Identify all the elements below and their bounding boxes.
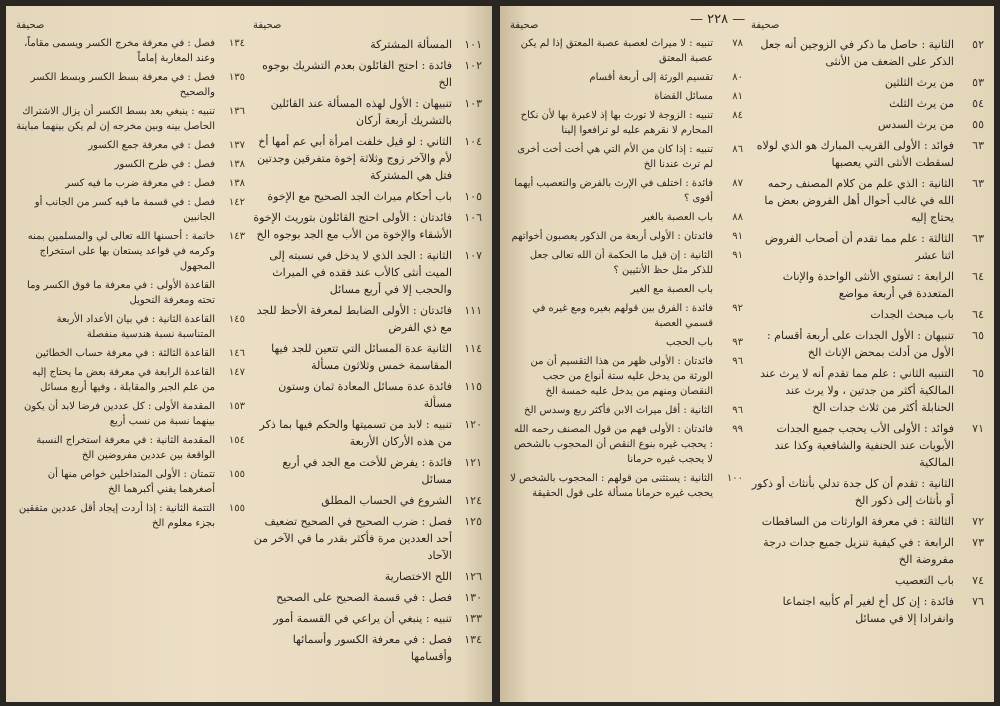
page-ref: ٧١ <box>972 422 984 435</box>
page-ref: ١٣٨ <box>228 178 245 189</box>
page-ref: ١٣٣ <box>464 612 482 625</box>
toc-entry <box>751 95 984 112</box>
entry-title: تتمتان : الأولى المتداخلين خواص منها أن أصغرهما يفني أكبرهما الخ <box>47 469 215 495</box>
toc-entry <box>253 416 482 450</box>
entry-title: الثانية عدة المسائل التي تتعين للجد فيها المقاسمة خمس وثلاثون مسألة <box>271 342 452 372</box>
toc-entry <box>16 36 245 66</box>
toc-entry <box>751 306 984 323</box>
entry-title: القاعدة الأولى : في معرفة ما فوق الكسر وما تحته ومعرفة التحويل <box>27 280 215 306</box>
entry-title: فصل : في معرفة بسط الكسر وبسط الكسر والصحيح <box>30 72 215 98</box>
toc-entry <box>751 268 984 302</box>
page-ref: ٧٦ <box>972 595 984 608</box>
entry-title: باب العصبة بالغير <box>641 212 713 223</box>
toc-entry <box>16 467 245 497</box>
toc-entry <box>510 335 743 350</box>
entry-title: فائدة عدة مسائل المعادة ثمان وستون مسألة <box>278 380 452 410</box>
toc-entry <box>751 327 984 361</box>
entry-title: الشروع في الحساب المطلق <box>321 494 452 507</box>
entry-title: باب أحكام ميراث الجد الصحيح مع الإخوة <box>267 190 452 203</box>
toc-entry <box>751 137 984 171</box>
entry-title: القاعدة الرابعة في معرفة بعض ما يحتاج إليه من علم الجبر والمقابلة ، وفيها أربع مسائل <box>32 367 215 393</box>
page-ref: ٥٤ <box>972 97 984 110</box>
page-ref: ٩١ <box>732 231 743 242</box>
toc-entry <box>253 209 482 243</box>
page-ref: ١٠٣ <box>464 97 482 110</box>
entry-title: تنبيهان : الأول لهذه المسألة عند القائلين بالتشريك أربعة أركان <box>270 97 452 127</box>
entry-title: الثاني : لو قيل خلفت امرأة أبي عم أمها أخ لأم والآخر زوج وثلاثة إخوة متفرقين وجدتين فتل هي المشتركة <box>257 135 452 182</box>
page-ref: ١٤٧ <box>228 367 245 378</box>
entry-title: فصل : في معرفة جمع الكسور <box>88 140 215 151</box>
toc-entry <box>253 36 482 53</box>
page-ref: ١٢٦ <box>464 570 482 583</box>
toc-entry <box>510 403 743 418</box>
entry-title: باب التعصيب <box>895 574 954 587</box>
page-ref: ١٠٧ <box>464 249 482 262</box>
toc-entry <box>510 282 743 297</box>
entry-title: فصل : في معرفة الكسور وأسمائها وأقسامها <box>292 633 452 663</box>
page-ref: ٨٧ <box>732 178 743 189</box>
page-ref: ٩٣ <box>732 337 743 348</box>
page-ref: ١٣٥ <box>228 72 245 83</box>
page-ref <box>215 278 245 280</box>
toc-entry <box>253 513 482 564</box>
toc-entry <box>751 175 984 226</box>
page-ref: ١٣٨ <box>228 159 245 170</box>
page-ref: ٦٤ <box>972 308 984 321</box>
column-header: صحيفة <box>253 20 282 31</box>
page-ref: ٧٣ <box>972 536 984 549</box>
entry-title: فوائد : الأولى القريب المبارك هو الذي لولاه لسقطت الأنثى التي يعصبها <box>756 139 954 169</box>
entry-title: تنبيه : لابد من تسميتها والحكم فيها بما ذكر من هذه الأركان الأربعة <box>259 418 452 448</box>
right-page-left-column <box>510 20 743 696</box>
left-page-right-column <box>253 20 482 696</box>
entry-title: فائدتان : الأولى الضابط لمعرفة الأحظ للجد مع ذي الفرض <box>256 304 452 334</box>
entry-title: تنبيه : ينبغي أن يراعي في القسمة أمور <box>273 612 452 625</box>
toc-entry <box>253 302 482 336</box>
page-ref: ٧٤ <box>972 574 984 587</box>
page-ref: ٩٦ <box>732 356 743 367</box>
entry-title: المقدمة الثانية : في معرفة استخراج النسبة الواقعة بين عددين مفروضين الخ <box>36 435 215 461</box>
page-ref: ١٣٠ <box>464 591 482 604</box>
page-ref: ٥٥ <box>972 118 984 131</box>
entry-title: فصل : في قسمة الصحيح على الصحيح <box>276 591 452 604</box>
page-ref: ١٣٧ <box>228 140 245 151</box>
entry-title: باب العصبة مع الغير <box>630 284 713 295</box>
toc-entry <box>16 70 245 100</box>
entry-title: الرابعة : تستوي الأنثى الواحدة والإناث المتعددة في أربعة مواضع <box>782 270 954 300</box>
entry-title: فائدة : يفرض للأخت مع الجد في أربع مسائل <box>282 456 452 486</box>
entry-title: تنبيهان : الأول الجدات على أربعة أقسام : الأول من أدلت بمحض الإناث الخ <box>766 329 954 359</box>
toc-entry <box>16 365 245 395</box>
page-ref: ٩٩ <box>732 424 743 435</box>
entry-title: القاعدة الثانية : في بيان الأعداد الأربعة المتناسبة نسبة هندسية منفصلة <box>56 314 215 340</box>
column-header: صحيفة <box>751 20 780 31</box>
right-page-right-column <box>751 20 984 696</box>
page-ref: ١٢٠ <box>464 418 482 431</box>
page-ref: ١١٥ <box>464 380 482 393</box>
entry-title: الثانية : تقدم أن كل جدة تدلي بأنثاث أو ذكور أو بأنثاث إلى ذكور الخ <box>751 477 954 507</box>
page-ref: ١٣٤ <box>464 633 482 646</box>
page-ref: ٧٢ <box>972 515 984 528</box>
page-ref: ١٠٢ <box>464 59 482 72</box>
toc-entry <box>510 142 743 172</box>
entry-title: فصل : في قسمة ما فيه كسر من الجانب أو الجانبين <box>34 197 215 223</box>
page-ref: ١٥٥ <box>228 469 245 480</box>
page-ref: ٨٤ <box>732 110 743 121</box>
page-ref: ٩٦ <box>732 405 743 416</box>
toc-entry <box>510 354 743 399</box>
toc-entry <box>16 346 245 361</box>
entry-title: فصل : في طرح الكسور <box>114 159 215 170</box>
toc-entry <box>16 312 245 342</box>
page-ref: ١٥٤ <box>228 435 245 446</box>
entry-title: فائدتان : الأولى أربعة من الذكور يعصبون أخواتهم <box>511 231 713 242</box>
toc-entry <box>510 89 743 104</box>
page-ref: ١٠٥ <box>464 190 482 203</box>
column-header: صحيفة <box>510 20 539 31</box>
toc-entry <box>16 501 245 531</box>
toc-entry <box>751 475 984 509</box>
page-ref: ١١٤ <box>464 342 482 355</box>
page-ref: ٨١ <box>732 91 743 102</box>
column-header: صحيفة <box>16 20 45 31</box>
entry-title: تنبيه : ينبغي بعد بسط الكسر أن يزال الاشتراك الحاصل بينه وبين مخرجه إن لم يكن بينهما مباينة <box>16 106 215 132</box>
entry-title: الرابعة : في كيفية تنزيل جميع جدات درجة مفروضة الخ <box>763 536 954 566</box>
page-ref <box>954 475 984 477</box>
entry-title: فائدة : إن كل أخ لغير أم كأبيه اجتماعا وانفرادا إلا في مسائل <box>782 595 954 625</box>
toc-entry <box>253 610 482 627</box>
toc-entry <box>16 138 245 153</box>
page-ref: ٧٨ <box>732 38 743 49</box>
page-ref: ٨٦ <box>732 144 743 155</box>
toc-entry <box>253 631 482 665</box>
entry-title: الثانية : حاصل ما ذكر في الزوجين أنه جعل الذكر على الضعف من الأنثى <box>760 38 954 68</box>
toc-entry <box>751 534 984 568</box>
toc-entry <box>751 36 984 70</box>
page-ref: ١٠٦ <box>464 211 482 224</box>
page-ref: ١٠٠ <box>726 473 743 484</box>
page-ref: ٦٣ <box>972 177 984 190</box>
entry-title: تقسيم الورثة إلى أربعة أقسام <box>589 72 713 83</box>
page-ref: ٩١ <box>732 250 743 261</box>
toc-entry <box>253 378 482 412</box>
entry-title: الثانية : الجد الذي لا يدخل في نسبته إلى الميت أنثى كالأب عند فقده في الميراث والحجب إلا في أربع مسائل <box>269 249 452 296</box>
entry-title: فصل : في معرفة مخرج الكسر ويسمى مقاماً، وعند المغاربة إماماً <box>24 38 215 64</box>
entry-title: المسألة المشتركة <box>370 38 452 51</box>
toc-entry <box>16 104 245 134</box>
page-ref: ١٢٥ <box>464 515 482 528</box>
entry-title: من يرث الثلث <box>889 97 954 110</box>
page-ref: ٩٢ <box>732 303 743 314</box>
page-ref: ١٣٦ <box>228 106 245 117</box>
toc-entry <box>510 36 743 66</box>
toc-entry <box>253 568 482 585</box>
left-page-columns <box>16 20 482 696</box>
entry-title: تنبيه : إذا كان من الأم التي هي أخت أخت أخرى لم ترث عندنا الخ <box>517 144 713 170</box>
toc-entry <box>510 176 743 206</box>
toc-entry <box>751 74 984 91</box>
entry-title: فائدتان : الأولى ظهر من هذا التقسيم أن من الورثة من يدخل عليه ستة أنواع من حجب النقصان ومنهم من يدخل عليه خمسة الخ <box>530 356 713 397</box>
toc-entry <box>510 471 743 501</box>
page-ref: ١٥٥ <box>228 503 245 514</box>
toc-entry <box>16 278 245 308</box>
entry-title: فائدتان : الأولى فهم من قول المصنف رحمه الله : يحجب غيره بنوع النقص أن المحجوب بالشخص لا يحجب غيره حرمانا <box>513 424 713 465</box>
toc-entry <box>751 230 984 264</box>
toc-entry <box>16 195 245 225</box>
left-page <box>6 6 492 702</box>
entry-title: خاتمة : أحسنها الله تعالى لي والمسلمين بمنه وكرمه في قواعد يستعان بها على استخراج المجهول <box>27 231 215 272</box>
entry-title: الثانية : أقل ميراث الابن فأكثر ربع وسدس الخ <box>524 405 713 416</box>
page-ref: ٦٥ <box>972 329 984 342</box>
page-ref: ١٢٤ <box>464 494 482 507</box>
entry-title: فائدة : اختلف في الإرث بالفرض والتعصيب أيهما أقوى ؟ <box>514 178 713 204</box>
entry-title: الثالثة : في معرفة الوارثات من الساقطات <box>761 515 954 528</box>
entry-title: التنبيه الثاني : علم مما تقدم أنه لا يرث عند المالكية أكثر من جدتين ، ولا يرث عند الحنابلة أكثر من ثلاث جدات الخ <box>760 367 954 414</box>
page-ref: ١٥٣ <box>228 401 245 412</box>
toc-entry <box>510 70 743 85</box>
toc-entry <box>16 433 245 463</box>
toc-entry <box>253 247 482 298</box>
toc-entry <box>751 365 984 416</box>
entry-title: باب مبحث الجدات <box>870 308 954 321</box>
toc-entry <box>510 210 743 225</box>
left-page-left-column <box>16 20 245 696</box>
toc-entry <box>253 133 482 184</box>
right-page-columns <box>510 20 984 696</box>
entry-title: الثانية : الذي علم من كلام المصنف رحمه الله في غالب أحوال أهل الفروض بعض ما يحتاج إليه <box>764 177 954 224</box>
page-ref: ١٤٦ <box>228 348 245 359</box>
toc-entry <box>510 248 743 278</box>
entry-title: فائدتان : الأولى احتج القائلون بتوريث الإخوة الأشقاء والإخوة من الأب مع الجد بوجوه الخ <box>253 211 452 241</box>
right-page <box>500 6 994 702</box>
page-ref: ٦٣ <box>972 232 984 245</box>
toc-entry <box>253 589 482 606</box>
page-ref: ١١١ <box>464 304 482 317</box>
page-ref: ١٠٤ <box>464 135 482 148</box>
entry-title: مسائل القضاة <box>654 91 713 102</box>
entry-title: اللح الاختصارية <box>384 570 452 583</box>
entry-title: فصل : في معرفة ضرب ما فيه كسر <box>65 178 215 189</box>
toc-entry <box>253 340 482 374</box>
toc-entry <box>510 229 743 244</box>
toc-entry <box>16 399 245 429</box>
toc-entry <box>751 593 984 627</box>
page-ref: ٥٣ <box>972 76 984 89</box>
entry-title: تنبيه : الزوجة لا تورث بها إذ لاعبرة بها لأن نكاح المحارم لا نقرهم عليه لو ترافعوا إلينا <box>520 110 713 136</box>
toc-entry <box>253 454 482 488</box>
toc-entry <box>510 108 743 138</box>
page-ref: ٦٥ <box>972 367 984 380</box>
page-ref: ١٣٤ <box>228 38 245 49</box>
toc-entry <box>510 301 743 331</box>
toc-entry <box>253 188 482 205</box>
entry-title: القاعدة الثالثة : في معرفة حساب الخطائين <box>35 348 215 359</box>
page-ref: ٨٨ <box>732 212 743 223</box>
entry-title: فصل : ضرب الصحيح في الصحيح تضعيف أحد العددين مرة فأكثر بقدر ما في الآخر من الآحاد <box>253 515 452 562</box>
entry-title: الثانية : يستثنى من قولهم : المحجوب بالشخص لا يحجب غيره حرمانا مسألة على قول الحقيقة <box>510 473 713 499</box>
page-number: — ٢٢٨ — <box>690 12 746 27</box>
page-ref: ١٢١ <box>464 456 482 469</box>
toc-entry <box>751 116 984 133</box>
entry-title: من يرث الثلثين <box>884 76 954 89</box>
toc-entry <box>751 572 984 589</box>
page-ref: ١٠١ <box>464 38 482 51</box>
toc-entry <box>751 513 984 530</box>
toc-entry <box>16 229 245 274</box>
entry-title: فائدة : الفرق بين قولهم بغيره ومع غيره في قسمي العصبة <box>532 303 713 329</box>
toc-entry <box>751 420 984 471</box>
toc-entry <box>16 176 245 191</box>
entry-title: فائدة : احتج القائلون بعدم التشريك بوجوه الخ <box>262 59 452 89</box>
toc-entry <box>253 95 482 129</box>
page-ref: ٨٠ <box>732 72 743 83</box>
entry-title: تنبيه : لا ميراث لعصبة عصبة المعتق إذا لم يكن عصبة المعتق <box>520 38 713 64</box>
page-ref: ٦٣ <box>972 139 984 152</box>
entry-title: الثالثة : علم مما تقدم أن أصحاب الفروض اثنا عشر <box>764 232 954 262</box>
entry-title: التتمة الثانية : إذا أردت إيجاد أقل عددين متفقين بجزء معلوم الخ <box>18 503 215 529</box>
entry-title: الثانية : إن قيل ما الحكمة أن الله تعالى جعل للذكر مثل حظ الأنثيين ؟ <box>529 250 713 276</box>
page-ref: ١٤٣ <box>228 231 245 242</box>
page-ref: ٥٢ <box>972 38 984 51</box>
page-ref <box>713 282 743 284</box>
page-ref: ١٤٢ <box>228 197 245 208</box>
page-ref: ١٤٥ <box>228 314 245 325</box>
entry-title: باب الحجب <box>666 337 713 348</box>
toc-entry <box>510 422 743 467</box>
entry-title: فوائد : الأولى الأب يحجب جميع الجدات الأبويات عند الحنفية والشافعية وكذا عند المالكية <box>774 422 954 469</box>
toc-entry <box>253 492 482 509</box>
entry-title: من يرث السدس <box>877 118 954 131</box>
page-ref: ٦٤ <box>972 270 984 283</box>
entry-title: المقدمة الأولى : كل عددين فرضا لابد أن يكون بينهما نسبة من نسب أربع <box>23 401 215 427</box>
toc-entry <box>253 57 482 91</box>
toc-entry <box>16 157 245 172</box>
